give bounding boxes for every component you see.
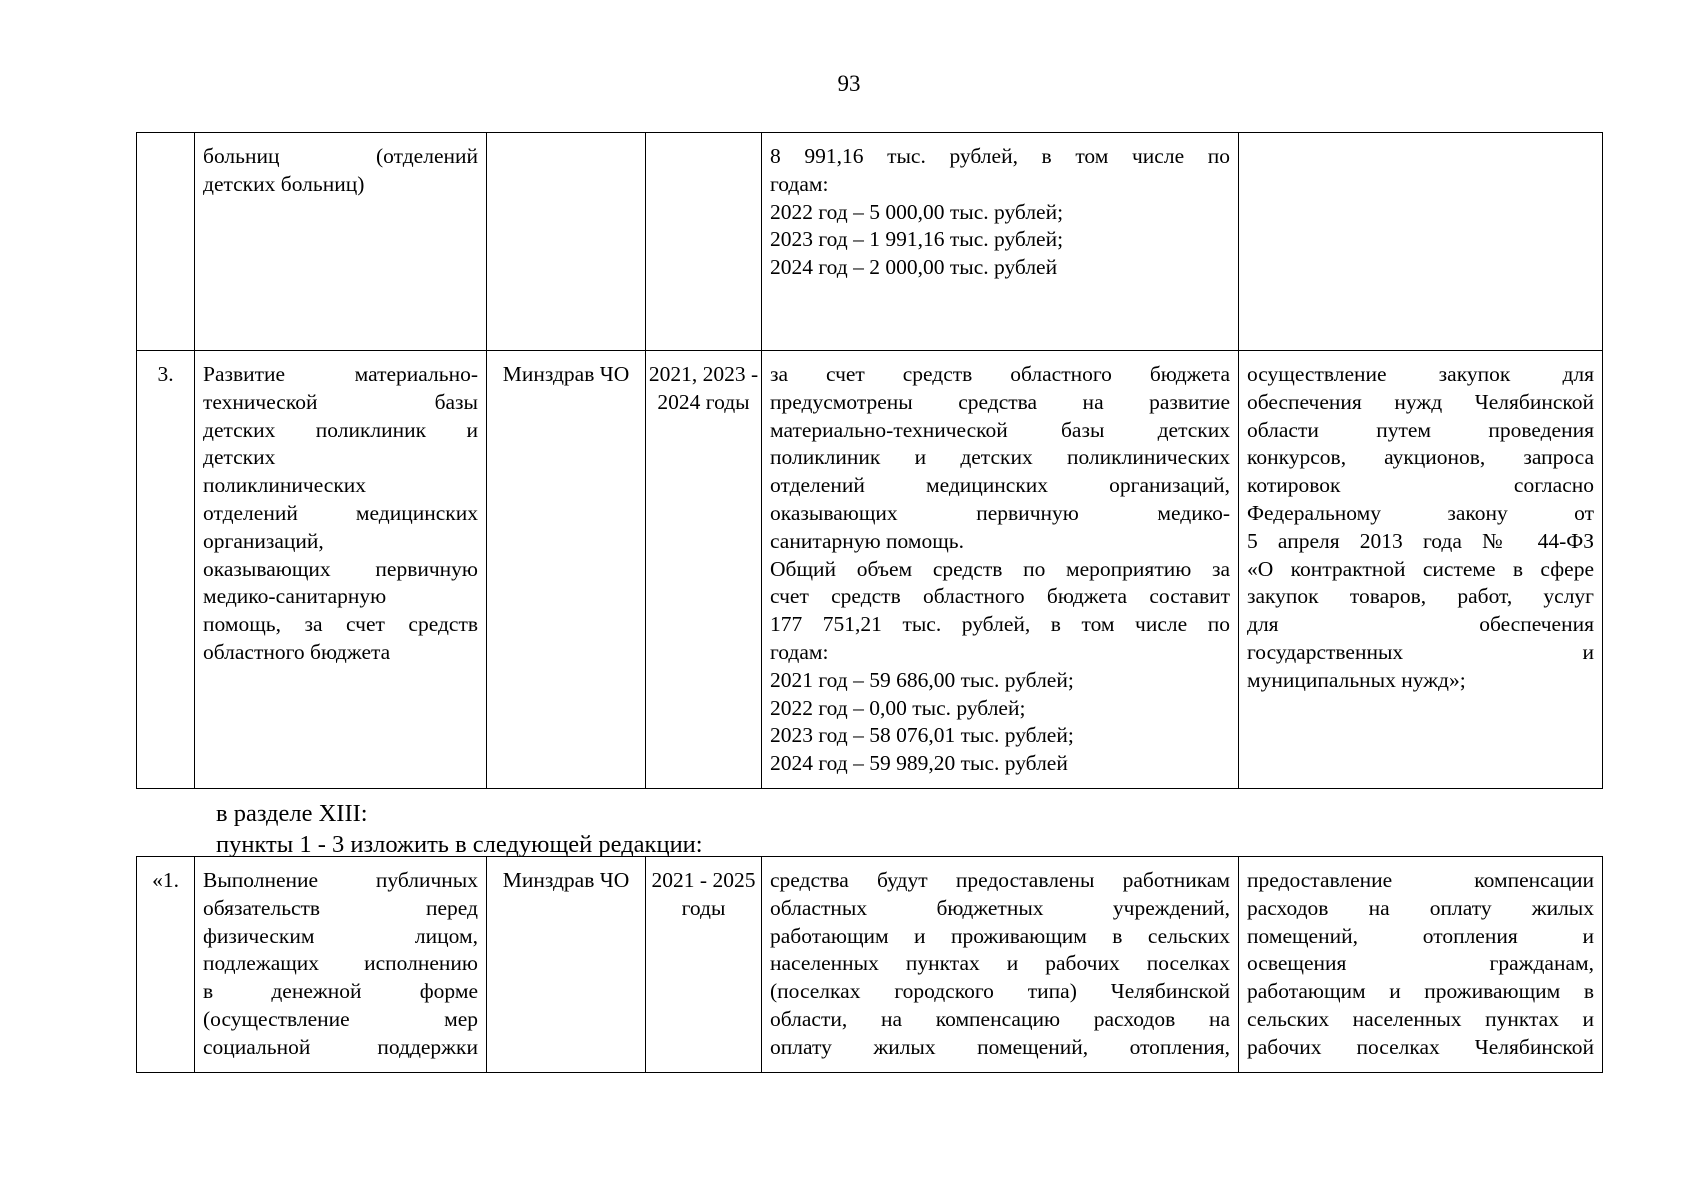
- measure-name-cell: [195, 857, 487, 1073]
- mechanism-line: «О контрактной системе в сфере: [1247, 556, 1594, 581]
- funding-line: (поселках городского типа) Челябинской: [770, 979, 1230, 1004]
- table-row: [137, 351, 1603, 789]
- measure-name-line: обязательств перед: [203, 895, 478, 920]
- executor-cell: [487, 133, 646, 351]
- section-heading: в разделе XIII:: [216, 800, 368, 827]
- measures-table-new-edition: [136, 856, 1603, 1073]
- measure-name-line: медико-санитарную: [203, 584, 387, 609]
- funding-cell: [762, 133, 1239, 351]
- measure-name-line: Развитие материально-: [203, 362, 478, 386]
- measure-name-line: оказывающих первичную: [203, 556, 478, 581]
- amendment-instruction: пункты 1 - 3 изложить в следующей редакции:: [216, 831, 703, 858]
- mechanism-line: освещения гражданам,: [1247, 951, 1594, 976]
- measure-name-line: отделений медицинских: [203, 500, 478, 525]
- funding-line: 2022 год – 0,00 тыс. рублей;: [770, 695, 1026, 720]
- period-cell: 2021 - 2025 годы: [646, 857, 762, 1073]
- funding-line: санитарную помощь.: [770, 528, 964, 553]
- period-cell: [646, 133, 762, 351]
- funding-line: за счет средств областного бюджета: [770, 362, 1230, 386]
- row-number: 3.: [137, 351, 195, 789]
- funding-line: 2024 год – 2 000,00 тыс. рублей: [770, 255, 1058, 280]
- funding-line: предусмотрены средства на развитие: [770, 389, 1230, 414]
- funding-line: 2023 год – 1 991,16 тыс. рублей;: [770, 227, 1064, 252]
- funding-cell: [762, 857, 1239, 1073]
- table-row: [137, 133, 1603, 351]
- funding-line: Общий объем средств по мероприятию за: [770, 556, 1230, 581]
- measure-name-line: детских: [203, 445, 276, 470]
- measure-name-line: организаций,: [203, 528, 324, 553]
- measure-name-line: больниц (отделений: [203, 144, 478, 168]
- measure-name-line: областного бюджета: [203, 639, 391, 664]
- mechanism-line: работающим и проживающим в: [1247, 979, 1594, 1004]
- measure-name-line: технической базы: [203, 389, 478, 414]
- measure-name-line: физическим лицом,: [203, 923, 478, 948]
- mechanism-line: муниципальных нужд»;: [1247, 667, 1466, 692]
- measure-name-line: детских поликлиник и: [203, 417, 478, 442]
- mechanism-line: области путем проведения: [1247, 417, 1594, 442]
- executor-cell: Минздрав ЧО: [487, 857, 646, 1073]
- mechanism-line: конкурсов, аукционов, запроса: [1247, 445, 1594, 470]
- measure-name-line: детских больниц): [203, 171, 365, 196]
- funding-line: 8 991,16 тыс. рублей, в том числе по: [770, 144, 1230, 168]
- funding-line: отделений медицинских организаций,: [770, 473, 1230, 498]
- funding-line: 2023 год – 58 076,01 тыс. рублей;: [770, 723, 1074, 748]
- mechanism-line: сельских населенных пунктах и: [1247, 1006, 1594, 1031]
- measures-table-continued: [136, 132, 1603, 789]
- measure-name-line: помощь, за счет средств: [203, 612, 478, 637]
- measure-name-line: Выполнение публичных: [203, 868, 478, 892]
- mechanism-cell: [1239, 133, 1603, 351]
- mechanism-line: расходов на оплату жилых: [1247, 895, 1594, 920]
- mechanism-line: предоставление компенсации: [1247, 868, 1594, 892]
- funding-line: 2024 год – 59 989,20 тыс. рублей: [770, 751, 1068, 776]
- mechanism-line: котировок согласно: [1247, 473, 1594, 498]
- funding-line: годам:: [770, 639, 829, 664]
- mechanism-line: помещений, отопления и: [1247, 923, 1594, 948]
- funding-cell: [762, 351, 1239, 789]
- funding-line: оказывающих первичную медико-: [770, 500, 1230, 525]
- mechanism-line: для обеспечения: [1247, 612, 1594, 637]
- funding-line: материально-технической базы детских: [770, 417, 1230, 442]
- funding-line: поликлиник и детских поликлинических: [770, 445, 1230, 470]
- measure-name-line: подлежащих исполнению: [203, 951, 478, 976]
- mechanism-line: Федеральному закону от: [1247, 500, 1594, 525]
- mechanism-line: государственных и: [1247, 639, 1594, 664]
- executor-cell: Минздрав ЧО: [487, 351, 646, 789]
- measure-name-line: социальной поддержки: [203, 1034, 478, 1059]
- measure-name-line: в денежной форме: [203, 979, 478, 1004]
- mechanism-cell: [1239, 857, 1603, 1073]
- page-number: 93: [837, 71, 861, 96]
- measure-name-line: (осуществление мер: [203, 1006, 478, 1031]
- mechanism-cell: [1239, 351, 1603, 789]
- measure-name-cell: [195, 351, 487, 789]
- funding-line: оплату жилых помещений, отопления,: [770, 1034, 1230, 1059]
- funding-line: счет средств областного бюджета составит: [770, 584, 1230, 609]
- funding-line: областных бюджетных учреждений,: [770, 895, 1230, 920]
- funding-line: населенных пунктах и рабочих поселках: [770, 951, 1230, 976]
- funding-line: 2021 год – 59 686,00 тыс. рублей;: [770, 667, 1074, 692]
- mechanism-line: закупок товаров, работ, услуг: [1247, 584, 1594, 609]
- table-row: [137, 857, 1603, 1073]
- row-number: [137, 133, 195, 351]
- funding-line: 2022 год – 5 000,00 тыс. рублей;: [770, 199, 1064, 224]
- row-number: «1.: [137, 857, 195, 1073]
- funding-line: средства будут предоставлены работникам: [770, 868, 1230, 892]
- measure-name-line: поликлинических: [203, 473, 367, 498]
- funding-line: годам:: [770, 171, 829, 196]
- mechanism-line: рабочих поселках Челябинской: [1247, 1034, 1594, 1059]
- mechanism-line: 5 апреля 2013 года № 44-ФЗ: [1247, 528, 1594, 553]
- funding-line: области, на компенсацию расходов на: [770, 1006, 1230, 1031]
- mechanism-line: обеспечения нужд Челябинской: [1247, 389, 1594, 414]
- funding-line: 177 751,21 тыс. рублей, в том числе по: [770, 612, 1230, 637]
- period-cell: 2021, 2023 - 2024 годы: [646, 351, 762, 789]
- mechanism-line: осуществление закупок для: [1247, 362, 1594, 386]
- measure-name-cell: [195, 133, 487, 351]
- funding-line: работающим и проживающим в сельских: [770, 923, 1230, 948]
